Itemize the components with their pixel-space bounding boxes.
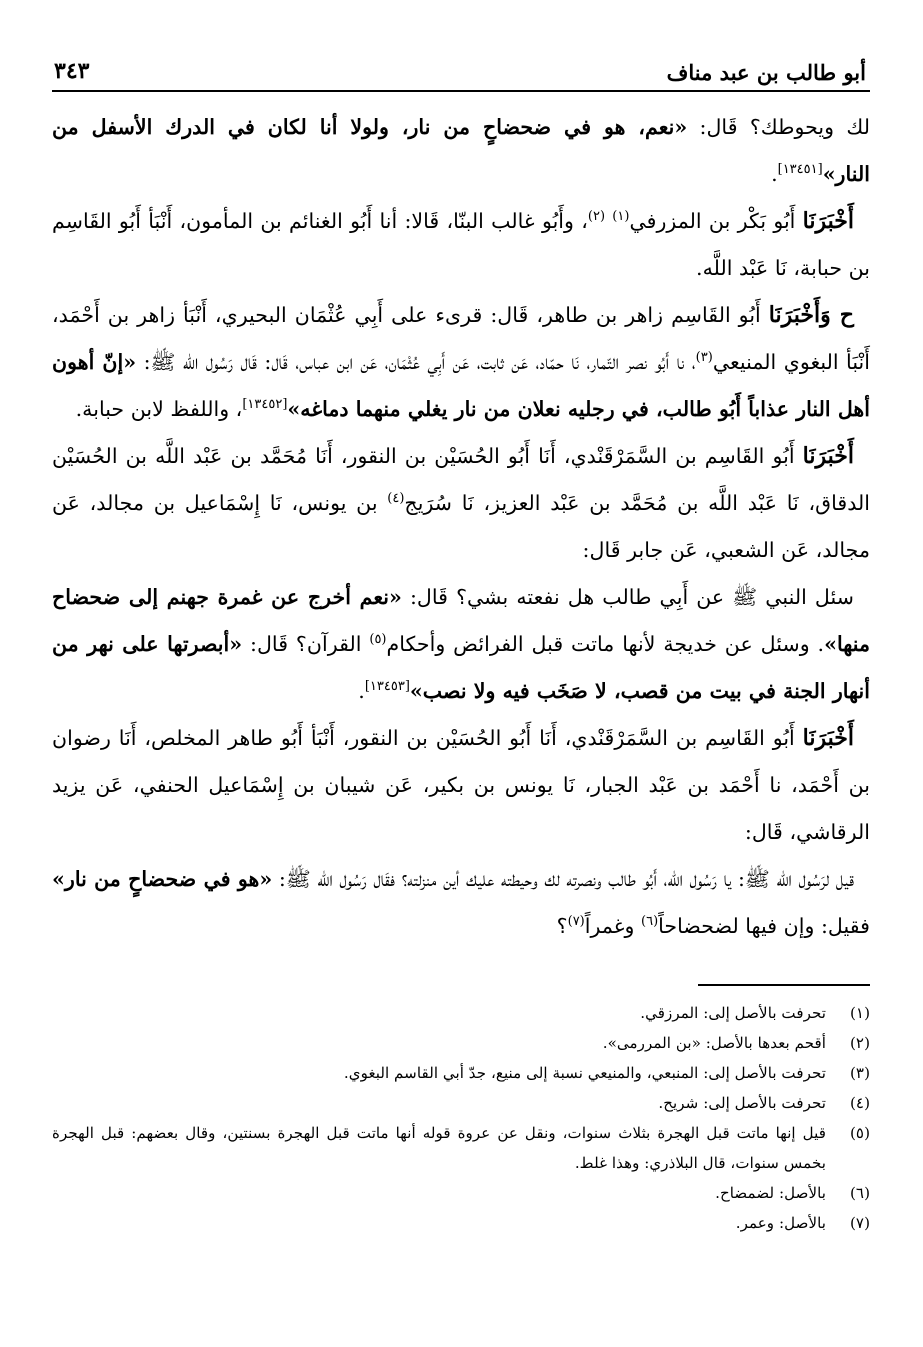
- quoted-hadith: «هو في ضحضاحٍ من نار»: [52, 867, 273, 891]
- reference-marker: (٤): [387, 491, 405, 507]
- text-run: ، نا أَبُو نصر التّمار، نَا حمّاد، عَن ثابت، عَن أَبِي عُثْمَان، عَن ابن عباس، قَال: قَال رَسُول الله ﷺ:: [136, 350, 696, 374]
- footnote-separator: [698, 984, 870, 986]
- footnote-text: تحرفت بالأصل إلى: المنبعي، والمنيعي نسبة إلى منيع، جدّ أبي القاسم البغوي.: [343, 1064, 826, 1082]
- footnote: [52, 1088, 870, 1118]
- reference-marker: (٣): [695, 350, 713, 366]
- footnote-number: (٣): [849, 1064, 870, 1082]
- text-run: قيل لرَسُول الله ﷺ: يا رَسُول الله، أَبُو طالب ونصرته لك وحيطته عليك أين منزلته؟ فقَال رَسُول الله ﷺ:: [272, 867, 855, 891]
- running-title: أبو طالب بن عبد مناف: [666, 60, 866, 85]
- footnote: [52, 1208, 870, 1238]
- text-run: ، وأَبُو غالب البنّا، قَالا: أنا أَبُو الغنائم بن المأمون، أَنْبَأ أَبُو القَاسِم بن حبابة، نَا عَبْد اللَّه.: [52, 209, 870, 280]
- reference-marker: (١): [612, 209, 630, 225]
- reference-marker: (٥): [369, 632, 387, 648]
- isnad-keyword: ح وَأَخْبَرَنَا: [768, 302, 854, 328]
- isnad-keyword: أَخْبَرَنَا: [802, 208, 854, 234]
- text-run: . وسئل عن خديجة لأنها ماتت قبل الفرائض وأحكام: [386, 632, 825, 656]
- footnote-text: بالأصل: لضمضاح.: [715, 1184, 826, 1202]
- paragraph: [52, 856, 870, 950]
- isnad-keyword: أَخْبَرَنَا: [802, 443, 854, 469]
- text-run: بن يونس، نَا إِسْمَاعيل بن مجالد، عَن مجالد، عَن الشعبي، عَن جابر قَال:: [52, 491, 870, 562]
- reference-marker: (٧): [567, 914, 585, 930]
- footnote-text: أقحم بعدها بالأصل: «بن المررمى».: [602, 1034, 826, 1052]
- text-run: أَبُو القَاسِم بن السَّمَرْقَنْدي، أَنَا أَبُو الحُسَيْن بن النقور، أَنْبَأ أَبُو طاهر المخلص، أَنَا رضوان بن أَحْمَد، نا أَحْمَد بن عَبْد الجبار، نَا يونس بن بكير، عَن شيبان بن إِسْمَاعيل الحنفي، عَن يزيد الرقاشي، قَال:: [52, 726, 870, 844]
- quoted-hadith: «نعم أخرج عن غمرة جهنم إلى ضحضاح منها»: [52, 585, 870, 656]
- paragraph: [52, 715, 870, 856]
- book-page: [52, 52, 870, 1238]
- text-run: .: [358, 679, 365, 703]
- text-run: أَبُو القَاسِم زاهر بن طاهر، قَال: قرىء على أَبِي عُثْمَان البحيري، أَنْبَأ زاهر بن أَحْمَد، أَنْبَأ البغوي المنيعي: [52, 303, 871, 374]
- footnotes: [52, 998, 870, 1238]
- isnad-keyword: أَخْبَرَنَا: [802, 725, 854, 751]
- footnote-text: تحرفت بالأصل إلى: المرزقي.: [640, 1004, 826, 1022]
- text-run: أَبُو بَكْر بن المزرفي: [629, 209, 803, 233]
- footnote-number: (٤): [849, 1094, 870, 1112]
- text-run: لك ويحوطك؟ قَال:: [687, 115, 871, 139]
- reference-marker: (٢): [587, 209, 606, 225]
- paragraph: [52, 433, 870, 574]
- reference-marker: [١٣٤٥١]: [777, 162, 823, 178]
- page-header: [52, 52, 870, 92]
- footnote-text: قيل إنها ماتت قبل الهجرة بثلاث سنوات، ونقل عن عروة قوله أنها ماتت قبل الهجرة بسنتين، وقال بعضهم: قبل الهجرة بخمس سنوات، قال البلاذري: وهذا غلط.: [52, 1124, 826, 1172]
- text-run: سئل النبي ﷺ عن أَبِي طالب هل نفعته بشي؟ قَال:: [401, 585, 854, 609]
- footnote-text: بالأصل: وعمر.: [735, 1214, 826, 1232]
- footnote-number: (١): [849, 1004, 870, 1022]
- paragraph: [52, 104, 870, 198]
- footnote: [52, 1028, 870, 1058]
- reference-marker: (٦): [641, 914, 659, 930]
- footnote: [52, 1118, 870, 1178]
- paragraph: [52, 198, 870, 292]
- paragraph: [52, 574, 870, 715]
- footnote: [52, 1058, 870, 1088]
- paragraph: [52, 292, 870, 433]
- text-run: القرآن؟ قَال:: [242, 632, 370, 656]
- footnote-text: تحرفت بالأصل إلى: شريح.: [658, 1094, 826, 1112]
- footnote-number: (٧): [849, 1214, 870, 1232]
- text-run: ، واللفظ لابن حبابة.: [75, 397, 243, 421]
- main-text: [52, 104, 870, 950]
- footnote-number: (٢): [849, 1034, 870, 1052]
- text-run: ؟: [556, 914, 568, 938]
- quoted-hadith: «إنّ أهون أهل النار عذاباً أَبُو طالب، في رجليه نعلان من نار يغلي منهما دماغه»: [52, 350, 870, 421]
- quoted-hadith: «أبصرتها على نهر من أنهار الجنة في بيت من قصب، لا صَخَب فيه ولا نصب»: [52, 632, 870, 703]
- quoted-hadith: «نعم، هو في ضحضاحٍ من نار، ولولا أنا لكان في الدرك الأسفل من النار»: [52, 115, 870, 186]
- text-run: فقيل: وإن فيها لضحضاحاً: [658, 914, 870, 938]
- footnote-number: (٦): [849, 1184, 870, 1202]
- reference-marker: [١٣٤٥٢]: [242, 397, 288, 413]
- text-run: أَبُو القَاسِم بن السَّمَرْقَنْدي، أَنَا أَبُو الحُسَيْن بن النقور، أَنَا مُحَمَّد بن عَبْد اللَّه بن الحُسَيْن الدقاق، نَا عَبْد اللَّه بن مُحَمَّد بن عَبْد العزيز، نَا سُرَيج: [52, 444, 870, 515]
- reference-marker: [١٣٤٥٣]: [364, 679, 410, 695]
- footnote-number: (٥): [849, 1124, 870, 1142]
- page-number: ٣٤٣: [54, 58, 90, 84]
- text-run: .: [771, 162, 778, 186]
- footnote: [52, 1178, 870, 1208]
- footnote: [52, 998, 870, 1028]
- text-run: وغمراً: [584, 914, 642, 938]
